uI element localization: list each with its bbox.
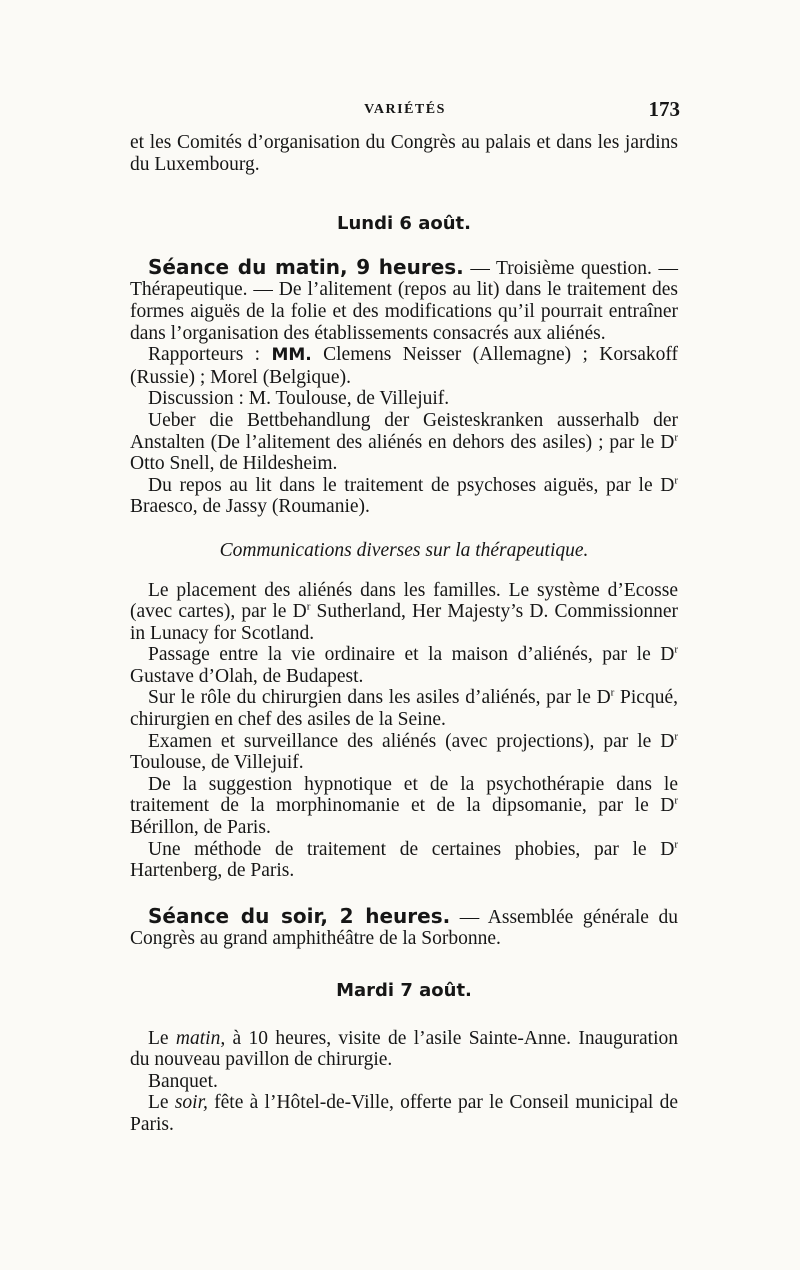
ueber-paragraph	[130, 410, 678, 475]
communication-5-text: De la suggestion hypnotique et de la psychothérapie dans le traitement de la morphinomanie et de la dipsomanie, par le D	[130, 773, 678, 817]
communication-5-author: Bérillon, de Paris.	[130, 817, 271, 839]
tuesday-morning-paragraph	[130, 1028, 678, 1071]
communication-4-sup: r	[674, 730, 678, 743]
running-head: VARIÉTÉS	[364, 102, 446, 117]
communication-6-text: Une méthode de traitement de certaines phobies, par le D	[148, 838, 675, 860]
communication-2-text: Passage entre la vie ordinaire et la maison d’aliénés, par le D	[148, 644, 675, 666]
communication-5-sup: r	[674, 794, 678, 807]
tuesday-morning-italic: matin,	[175, 1027, 226, 1049]
morning-session-label: Séance du matin, 9 heures.	[148, 254, 464, 279]
communication-4-text: Examen et surveillance des aliénés (avec projections), par le D	[148, 730, 675, 752]
rapporteurs-label: Rapporteurs :	[148, 344, 272, 366]
tuesday-evening-text: fête à l’Hôtel-de-Ville, offerte par le Conseil municipal de Paris.	[130, 1092, 678, 1135]
communication-2-author: Gustave d’Olah, de Budapest.	[130, 665, 364, 687]
communication-1-text: Le placement des aliénés dans les familles. Le système d’Ecosse (avec cartes), par le D	[130, 579, 678, 623]
communication-3-sup: r	[610, 686, 615, 699]
banquet-paragraph: Banquet.	[148, 1070, 218, 1092]
communication-1	[130, 580, 678, 645]
ueber-sup: r	[674, 431, 678, 444]
rapporteurs-mm: MM.	[271, 345, 312, 366]
communication-3-author: Picqué, chirurgien en chef des asiles de la Seine.	[130, 687, 678, 731]
communication-1-author: Sutherland, Her Majesty’s D. Commissionner in Lunacy for Scotland.	[130, 601, 678, 644]
communication-6-author: Hartenberg, de Paris.	[130, 860, 295, 882]
tuesday-morning-text: à 10 heures, visite de l’asile Sainte-Anne. Inauguration du nouveau pavillon de chirurgie.	[130, 1027, 678, 1071]
morning-session-text: — Troisième question. — Thérapeutique. — De l’alitement (repos au lit) dans le traitement des formes aiguës de la folie et des modifications qu’il pourrait entraîner dans l’organisation des établissements consacrés aux aliénés.	[130, 257, 678, 344]
communication-2-sup: r	[674, 643, 678, 656]
discussion-paragraph: Discussion : M. Toulouse, de Villejuif.	[148, 388, 450, 410]
repos-author: Braesco, de Jassy (Roumanie).	[130, 496, 370, 518]
evening-session-label: Séance du soir, 2 heures.	[148, 903, 451, 928]
repos-text: Du repos au lit dans le traitement de psychoses aiguës, par le D	[148, 474, 675, 496]
communication-4	[130, 731, 678, 774]
rapporteurs-names: Clemens Neisser (Allemagne) ; Korsakoff (Russie) ; Morel (Belgique).	[130, 344, 678, 388]
continued-paragraph: et les Comités d’organisation du Congrès au palais et dans les jardins du Luxembourg.	[130, 132, 678, 175]
tuesday-morning-lead: Le	[148, 1027, 176, 1049]
page-body	[130, 132, 678, 1136]
page-header	[130, 97, 680, 126]
communication-4-author: Toulouse, de Villejuif.	[130, 752, 304, 774]
ueber-author: Otto Snell, de Hildesheim.	[130, 453, 338, 475]
day-heading-monday: Lundi 6 août.	[337, 213, 471, 235]
communication-2	[130, 644, 678, 687]
page-number: 173	[648, 97, 680, 121]
ueber-text: Ueber die Bettbehandlung der Geisteskranken ausserhalb der Anstalten (De l’alitement des aliénés en dehors des asiles) ; par le D	[130, 409, 678, 453]
evening-session-text: — Assemblée générale du Congrès au grand amphithéâtre de la Sorbonne.	[130, 906, 679, 950]
repos-sup: r	[674, 474, 678, 487]
communication-5	[130, 774, 678, 839]
morning-session-paragraph	[130, 254, 678, 344]
tuesday-evening-paragraph	[130, 1092, 678, 1135]
tuesday-evening-italic: soir,	[174, 1092, 208, 1114]
day-heading-tuesday: Mardi 7 août.	[336, 980, 472, 1001]
tuesday-evening-lead: Le	[148, 1092, 175, 1114]
communication-6-sup: r	[674, 838, 678, 851]
communication-6	[130, 839, 678, 882]
communications-subheading: Communications diverses sur la thérapeutique.	[219, 539, 589, 561]
repos-paragraph	[130, 475, 678, 518]
rapporteurs-paragraph	[130, 344, 678, 388]
communication-1-sup: r	[306, 600, 311, 613]
communication-3	[130, 687, 678, 730]
evening-session-paragraph	[130, 903, 679, 950]
communication-3-text: Sur le rôle du chirurgien dans les asiles d’aliénés, par le D	[148, 687, 611, 709]
